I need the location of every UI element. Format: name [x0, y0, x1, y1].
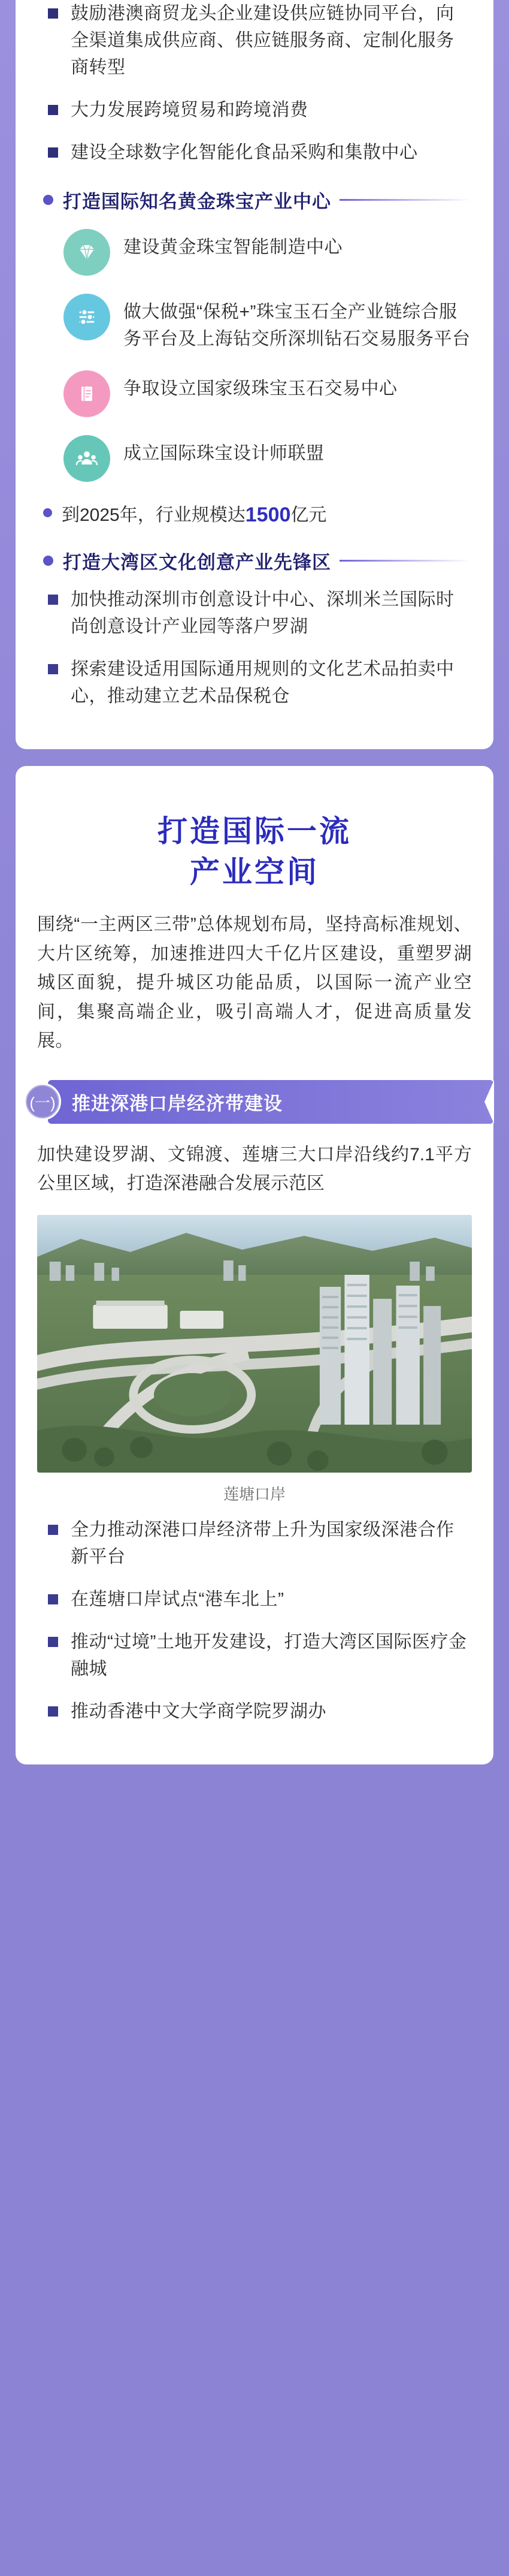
section-card-space [16, 766, 493, 1764]
certificate-icon [63, 370, 110, 417]
note-prefix: 到2025年，行业规模达 [62, 505, 246, 525]
jewelry-icon-list [38, 229, 471, 482]
page-title-line2: 产业空间 [190, 855, 319, 889]
section-heading-culture [38, 547, 471, 574]
intro-paragraph: 围绕“一主两区三带”总体规划布局，坚持高标准规划、大片区统筹，加速推进四大千亿片区建设，重塑罗湖城区面貌，提升城区功能品质，以国际一流产业空间，集聚高端企业，吸引高端人才，促进高质量发展。 [37, 915, 472, 1051]
list-item [63, 435, 471, 482]
port-bullet-list [38, 1516, 471, 1725]
icon-row-label: 争取设立国家级珠宝玉石交易中心 [123, 379, 398, 399]
page-title [16, 772, 493, 910]
list-item: 大力发展跨境贸易和跨境消费 [44, 96, 471, 123]
top-bullet-list [38, 0, 471, 166]
page-title-line1: 打造国际一流 [157, 815, 352, 848]
note-number: 1500 [245, 503, 291, 526]
subsection-header [16, 1080, 493, 1124]
subsection-paragraph: 加快建设罗湖、文锦渡、莲塘三大口岸沿线约7.1平方公里区域，打造深港融合发展示范区 [37, 1144, 472, 1193]
subsection-number: (一) [24, 1083, 61, 1120]
designer-group-icon [63, 435, 110, 482]
list-item: 鼓励港澳商贸龙头企业建设供应链协同平台，向全渠道集成供应商、供应链服务商、定制化服务商转型 [44, 0, 471, 81]
photo-caption: 莲塘口岸 [223, 1485, 286, 1503]
list-item [63, 370, 471, 417]
icon-row-label: 建设黄金珠宝智能制造中心 [123, 237, 343, 257]
heading-rule [340, 199, 471, 201]
bullet-dot-icon [43, 556, 53, 566]
list-item: 建设全球数字化智能化食品采购和集散中心 [44, 139, 471, 166]
card-gap [0, 749, 509, 766]
section-heading-jewelry [38, 186, 471, 213]
list-item: 探索建设适用国际通用规则的文化艺术品拍卖中心，推动建立艺术品保税仓 [44, 656, 471, 710]
photo-container [16, 1198, 493, 1508]
aerial-photo-liantang-port [37, 1215, 472, 1473]
heading-rule [340, 560, 471, 562]
note-suffix: 亿元 [290, 505, 327, 525]
subsection-title: 推进深港口岸经济带建设 [48, 1080, 493, 1124]
bullet-dot-icon [43, 195, 53, 205]
sliders-icon [63, 294, 110, 340]
list-item: 加快推动深圳市创意设计中心、深圳米兰国际时尚创意设计产业园等落户罗湖 [44, 586, 471, 640]
list-item: 在莲塘口岸试点“港车北上” [44, 1586, 471, 1613]
list-item: 全力推动深港口岸经济带上升为国家级深港合作新平台 [44, 1516, 471, 1570]
icon-row-label: 做大做强“保税+”珠宝玉石全产业链综合服务平台及上海钻交所深圳钻石交易服务平台 [123, 302, 471, 349]
section-heading-label: 打造大湾区文化创意产业先锋区 [63, 552, 331, 573]
culture-bullet-list [38, 586, 471, 710]
icon-row-label: 成立国际珠宝设计师联盟 [123, 444, 325, 463]
list-item [63, 294, 471, 352]
list-item: 推动香港中文大学商学院罗湖办 [44, 1698, 471, 1725]
list-item [63, 229, 471, 276]
industry-scale-note [43, 500, 471, 527]
section-card-trade [16, 0, 493, 749]
section-heading-label: 打造国际知名黄金珠宝产业中心 [63, 191, 331, 212]
list-item: 推动“过境”土地开发建设，打造大湾区国际医疗金融城 [44, 1628, 471, 1682]
diamond-icon [63, 229, 110, 276]
bullet-dot-icon [43, 508, 52, 517]
